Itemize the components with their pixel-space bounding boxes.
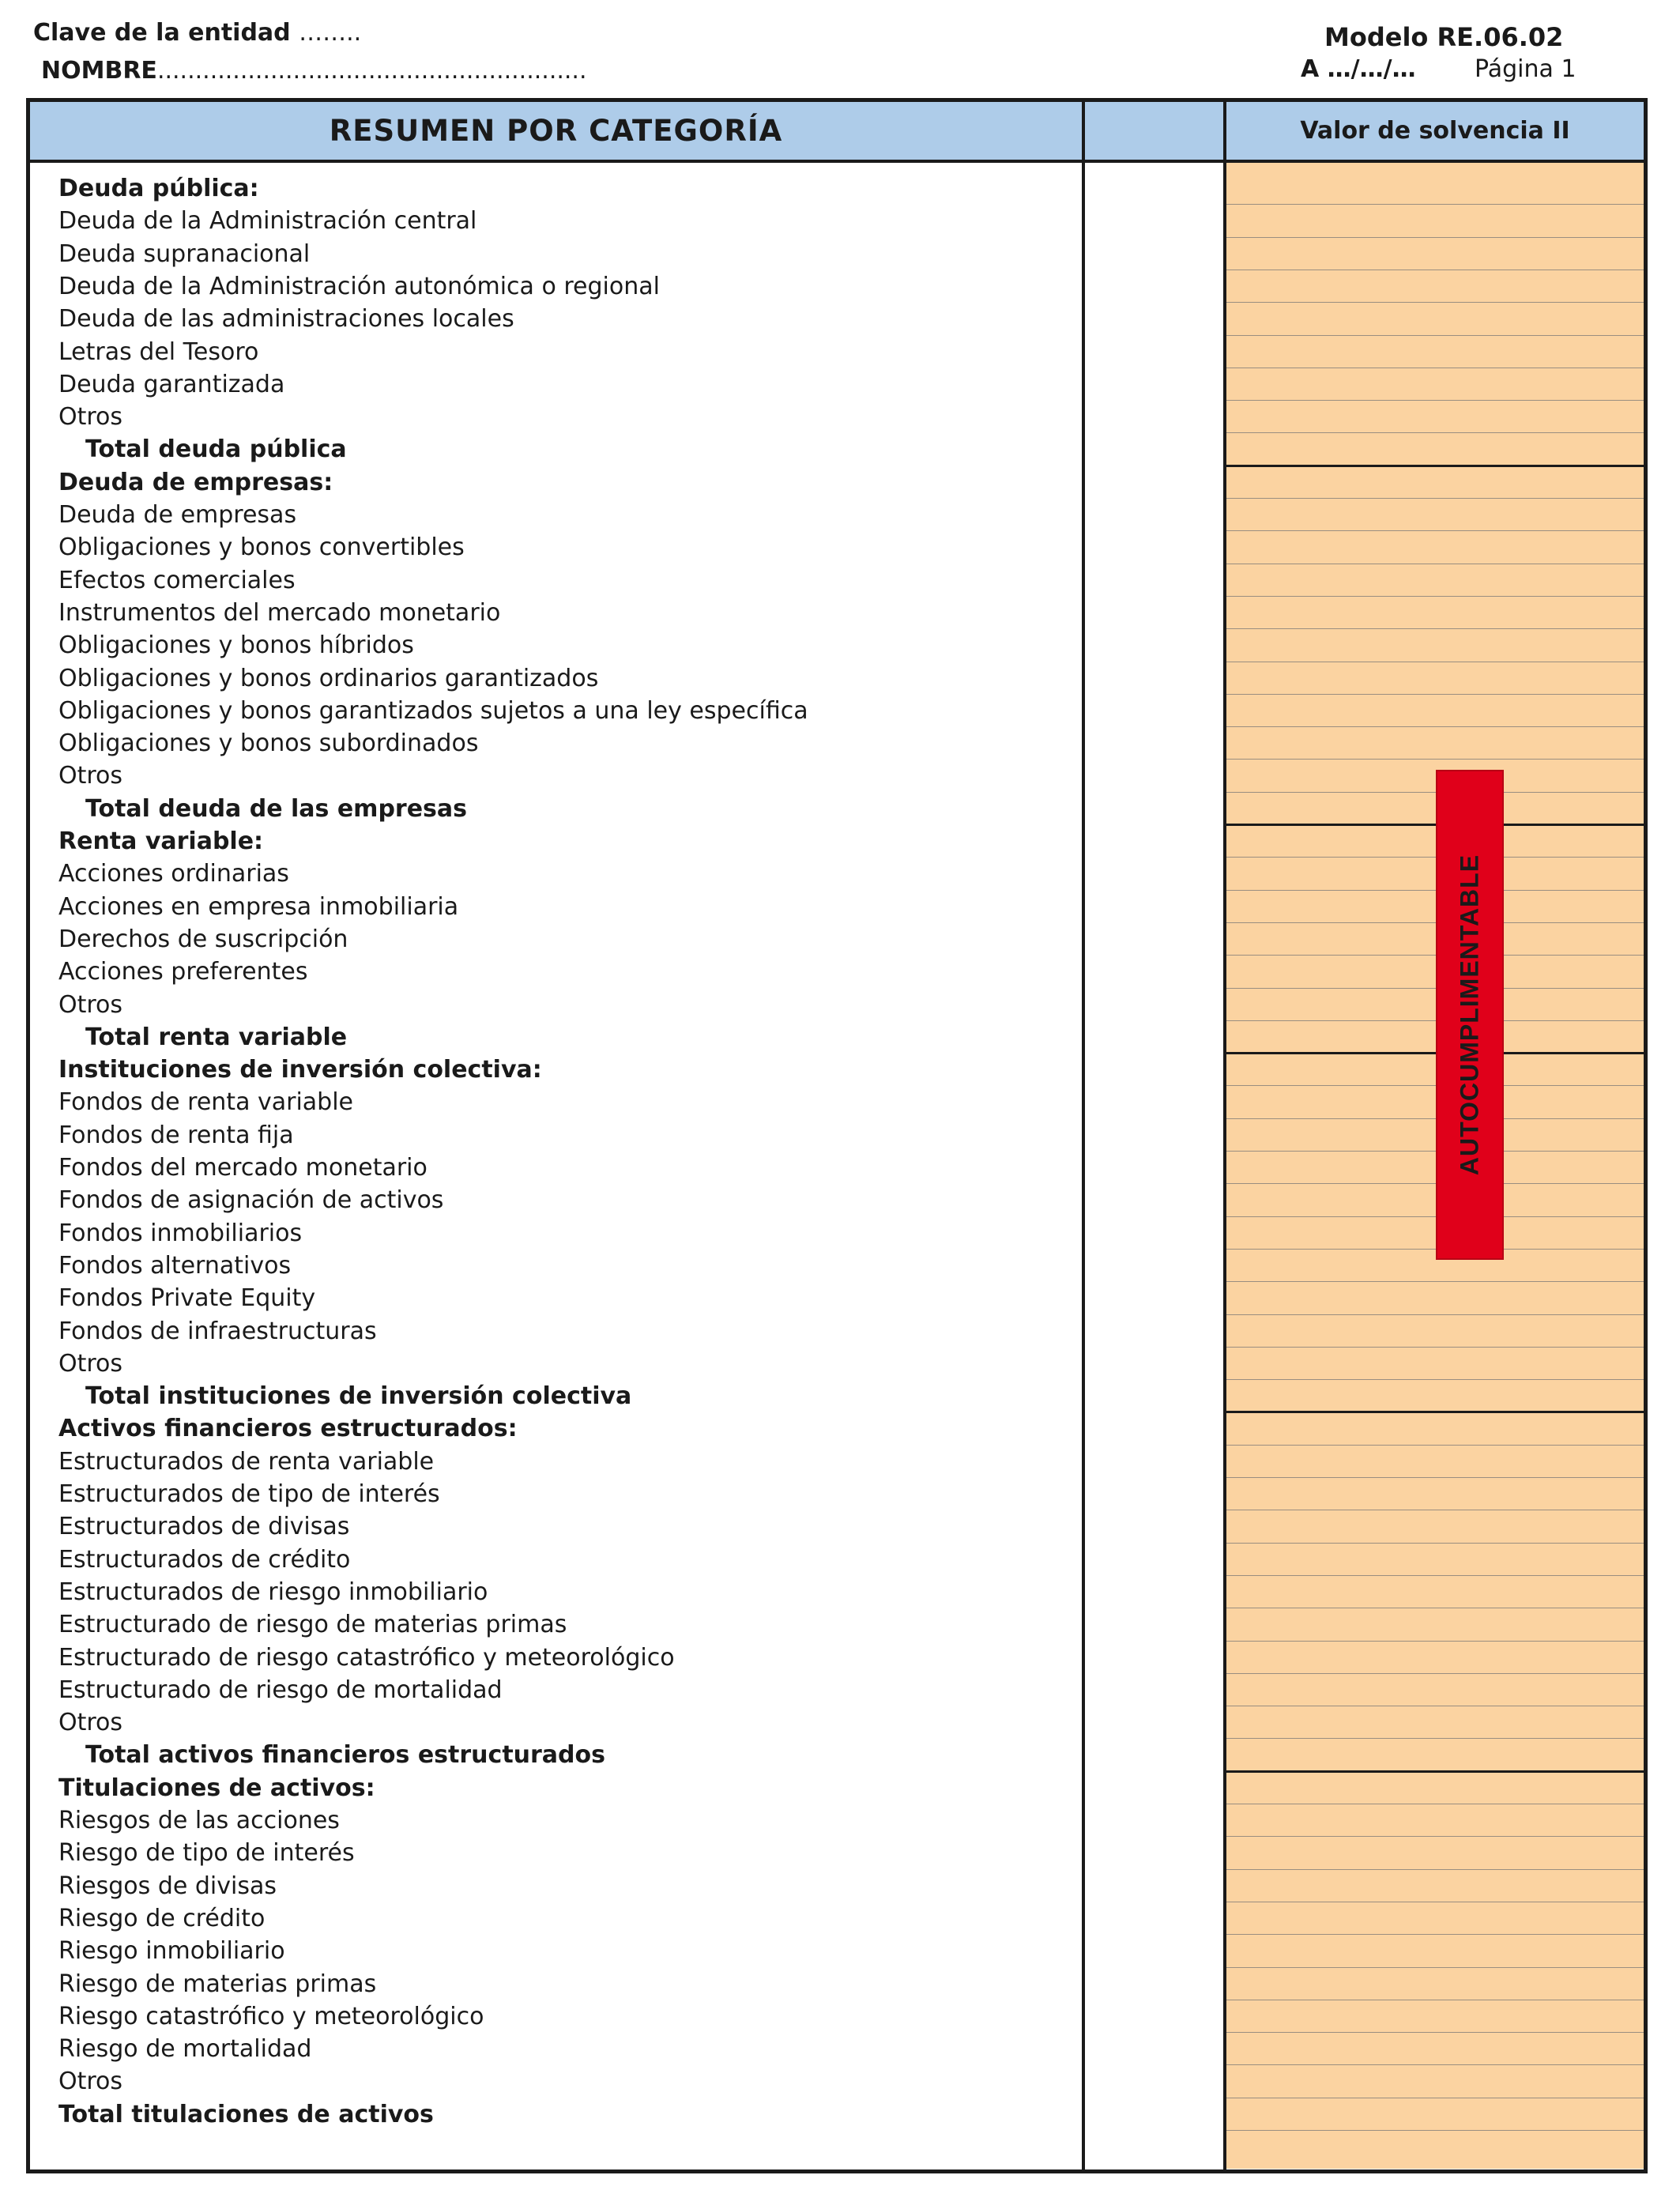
- line-item: Deuda de la Administración autonómica o regional: [58, 272, 660, 300]
- value-column-header: Valor de solvencia II: [1300, 117, 1570, 145]
- line-item: Letras del Tesoro: [58, 337, 259, 366]
- line-item: Estructurados de crédito: [58, 1545, 351, 1574]
- line-item: Estructurados de tipo de interés: [58, 1480, 440, 1508]
- line-item: Riesgo inmobiliario: [58, 1937, 285, 1966]
- line-item: Deuda de las administraciones locales: [58, 305, 514, 334]
- line-item: Fondos de infraestructuras: [58, 1317, 377, 1345]
- line-item: Riesgo de tipo de interés: [58, 1839, 355, 1868]
- line-item: Fondos de asignación de activos: [58, 1186, 444, 1215]
- clave-entidad-dots: ……..: [299, 19, 362, 47]
- table-title: RESUMEN POR CATEGORÍA: [329, 114, 783, 148]
- line-item: Estructurados de renta variable: [58, 1447, 435, 1476]
- modelo-code: Modelo RE.06.02: [1324, 22, 1564, 52]
- line-item: Deuda de empresas: [58, 501, 297, 529]
- line-item: Otros: [58, 1709, 123, 1737]
- autocumplimentable-label: AUTOCUMPLIMENTABLE: [1455, 854, 1484, 1176]
- line-item: Acciones ordinarias: [58, 860, 289, 888]
- line-item: Riesgo de crédito: [58, 1904, 266, 1932]
- line-item: Estructurados de riesgo inmobiliario: [58, 1578, 488, 1606]
- line-item: Acciones preferentes: [58, 958, 308, 986]
- page-number: Página 1: [1475, 55, 1576, 83]
- line-item: Deuda de la Administración central: [58, 207, 477, 236]
- section-total: Total titulaciones de activos: [58, 2100, 434, 2128]
- line-item: Fondos de renta fija: [58, 1121, 294, 1149]
- line-item: Estructurado de riesgo catastrófico y meteorológico: [58, 1643, 675, 1672]
- line-item: Fondos de renta variable: [58, 1088, 354, 1117]
- section-heading: Deuda de empresas:: [58, 468, 333, 496]
- nombre-dots: .........................................................: [156, 57, 587, 85]
- line-item: Obligaciones y bonos subordinados: [58, 729, 479, 758]
- line-item: Fondos inmobiliarios: [58, 1219, 303, 1247]
- line-item: Estructurado de riesgo de materias primas: [58, 1611, 567, 1639]
- line-item: Riesgo de mortalidad: [58, 2035, 312, 2064]
- form-frame: [26, 98, 1648, 2173]
- section-total: Total activos financieros estructurados: [85, 1741, 605, 1770]
- section-total: Total renta variable: [85, 1023, 348, 1051]
- section-heading: Renta variable:: [58, 827, 264, 855]
- line-item: Efectos comerciales: [58, 566, 296, 594]
- report-date: A …/…/…: [1301, 55, 1416, 83]
- section-total: Total deuda de las empresas: [85, 794, 468, 823]
- nombre-label: NOMBRE.........................................................: [41, 57, 587, 85]
- clave-entidad-label: Clave de la entidad ……..: [33, 19, 362, 47]
- line-item: Riesgos de las acciones: [58, 1807, 340, 1834]
- line-item: Deuda garantizada: [58, 370, 285, 398]
- section-heading: Titulaciones de activos:: [58, 1774, 375, 1802]
- line-item: Otros: [58, 2068, 123, 2096]
- section-heading: Activos financieros estructurados:: [58, 1415, 518, 1443]
- section-total: Total deuda pública: [85, 435, 347, 464]
- line-item: Otros: [58, 403, 123, 432]
- line-item: Fondos alternativos: [58, 1251, 292, 1280]
- line-item: Estructurados de divisas: [58, 1513, 350, 1541]
- line-item: Instrumentos del mercado monetario: [58, 598, 501, 627]
- line-item: Acciones en empresa inmobiliaria: [58, 892, 459, 921]
- line-item: Riesgo de materias primas: [58, 1970, 377, 1998]
- line-item: Riesgo catastrófico y meteorológico: [58, 2002, 484, 2030]
- line-item: Obligaciones y bonos ordinarios garantizados: [58, 664, 599, 692]
- line-item: Riesgos de divisas: [58, 1872, 277, 1900]
- line-item: Fondos Private Equity: [58, 1284, 316, 1313]
- line-item: Obligaciones y bonos garantizados sujetos a una ley específica: [58, 696, 808, 725]
- line-item: Otros: [58, 990, 123, 1019]
- line-item: Deuda supranacional: [58, 239, 311, 268]
- line-item: Estructurado de riesgo de mortalidad: [58, 1676, 503, 1704]
- line-item: Derechos de suscripción: [58, 925, 348, 953]
- section-heading: Instituciones de inversión colectiva:: [58, 1056, 542, 1084]
- line-item: Obligaciones y bonos convertibles: [58, 533, 465, 562]
- line-item: Obligaciones y bonos híbridos: [58, 631, 414, 660]
- line-item: Otros: [58, 762, 123, 790]
- section-total: Total instituciones de inversión colectiva: [85, 1382, 632, 1411]
- section-heading: Deuda pública:: [58, 175, 259, 202]
- line-item: Otros: [58, 1349, 123, 1378]
- line-item: Fondos del mercado monetario: [58, 1154, 428, 1182]
